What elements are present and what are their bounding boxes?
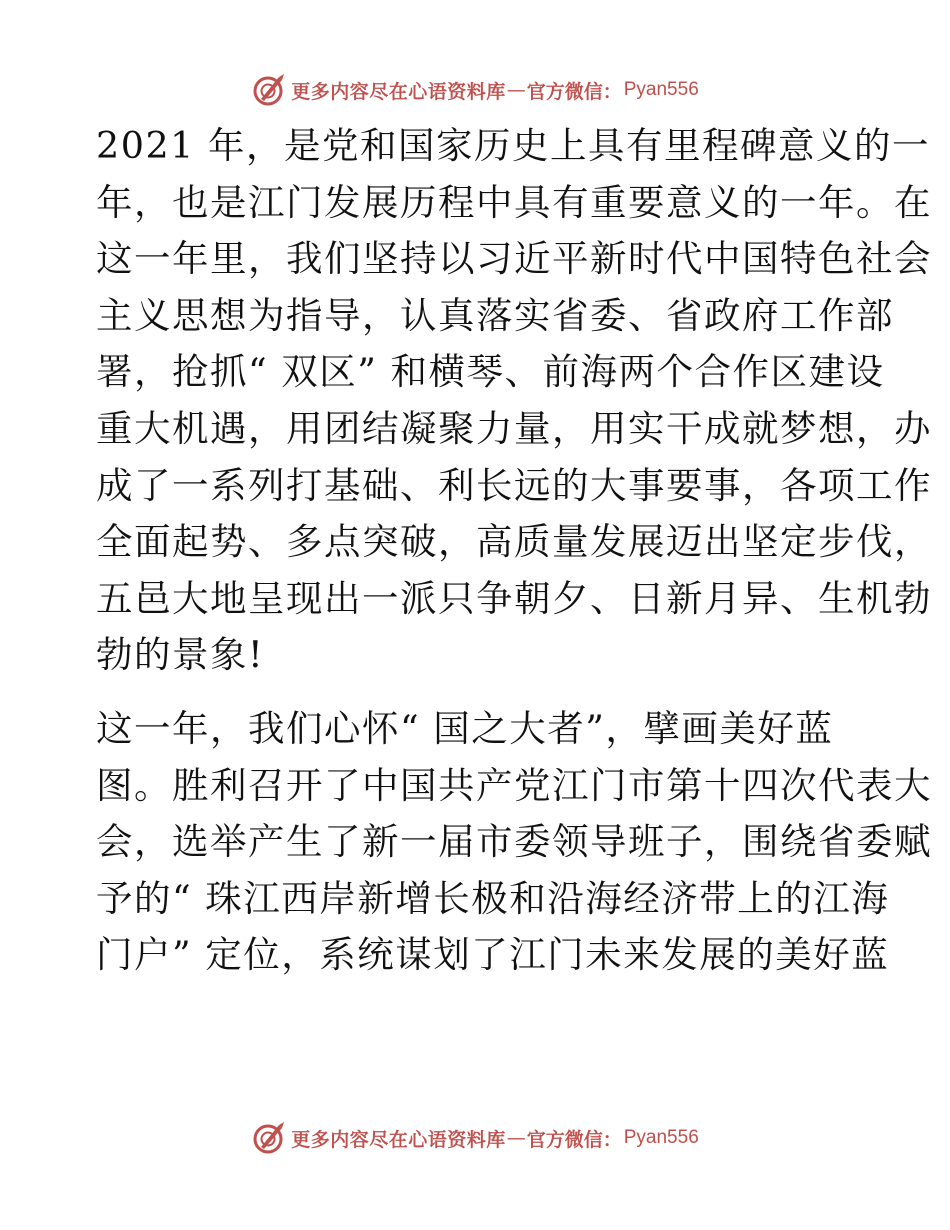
text-line: 予的“ 珠江西岸新增长极和沿海经济带上的江海	[96, 876, 890, 920]
text-line: 门户” 定位，系统谋划了江门未来发展的美好蓝	[96, 933, 890, 977]
quill-pen-logo-icon	[251, 1120, 287, 1156]
header-site-text: 更多内容尽在心语资料库	[291, 80, 506, 103]
footer-site-text: 更多内容尽在心语资料库	[291, 1128, 506, 1151]
text-line: 2021 年，是党和国家历史上具有里程碑意义的一	[96, 124, 930, 167]
header-watermark-banner	[0, 70, 950, 110]
text-line: 这一年，我们心怀“ 国之大者”，擘画美好蓝	[96, 706, 834, 750]
text-line: 图。胜利召开了中国共产党江门市第十四次代表大	[96, 763, 932, 807]
text-line: 重大机遇，用团结凝聚力量，用实干成就梦想，办	[96, 406, 932, 450]
text-line: 全面起势、多点突破，高质量发展迈出坚定步伐，	[96, 520, 932, 564]
header-separator: —	[506, 79, 526, 101]
text-line: 这一年里，我们坚持以习近平新时代中国特色社会	[96, 237, 932, 281]
quill-pen-logo-icon	[251, 72, 287, 108]
footer-watermark-banner	[0, 1118, 950, 1158]
text-line: 署，抢抓“ 双区” 和横琴、前海两个合作区建设	[96, 350, 885, 394]
document-body	[96, 118, 932, 984]
footer-wechat-id: Pyan556	[623, 1127, 699, 1148]
text-line: 五邑大地呈现出一派只争朝夕、日新月异、生机勃	[96, 576, 932, 620]
text-line: 勃的景象!	[96, 633, 265, 677]
footer-separator: —	[506, 1127, 526, 1149]
header-wechat-id: Pyan556	[623, 79, 699, 100]
paragraph-2	[96, 701, 932, 984]
text-line: 年，也是江门发展历程中具有重要意义的一年。在	[96, 180, 932, 224]
text-line: 会，选举产生了新一届市委领导班子，围绕省委赋	[96, 820, 932, 864]
text-line: 成了一系列打基础、利长远的大事要事，各项工作	[96, 463, 932, 507]
footer-wechat-label: 官方微信：	[526, 1128, 622, 1151]
header-wechat-label: 官方微信：	[526, 80, 622, 103]
text-line: 主义思想为指导，认真落实省委、省政府工作部	[96, 293, 894, 337]
paragraph-1	[96, 118, 932, 684]
